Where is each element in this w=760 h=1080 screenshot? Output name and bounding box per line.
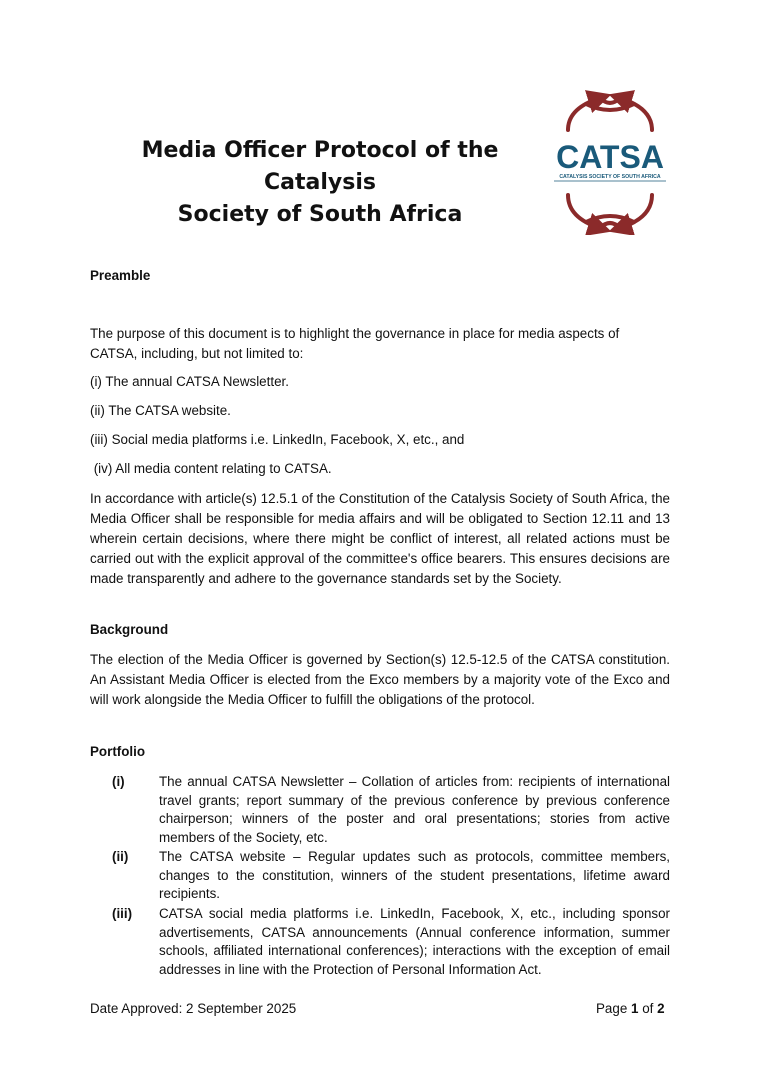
page-of: of	[642, 1001, 654, 1016]
background-text: The election of the Media Officer is governed by Section(s) 12.5-12.5 of the CATSA constitution. An Assistant Media Officer is elected from the Exco members by a majority vote of the Exco and will work alongside the Media Officer to fulfill the obligations of the protocol.	[90, 652, 670, 707]
preamble-item: (iv) All media content relating to CATSA.	[90, 461, 332, 476]
date-approved: Date Approved: 2 September 2025	[90, 1001, 297, 1016]
page-total: 2	[657, 1001, 665, 1016]
page-number	[596, 1001, 665, 1016]
page-current: 1	[631, 1001, 639, 1016]
document-title-line-2: Society of South Africa	[177, 202, 463, 227]
portfolio-item-number: (ii)	[112, 849, 129, 864]
portfolio-item-text: The CATSA website – Regular updates such as protocols, committee members, changes to the constitution, winners of the student presentations, lifetime award recipients.	[159, 849, 670, 901]
preamble-item: (ii) The CATSA website.	[90, 403, 231, 418]
preamble-intro: The purpose of this document is to highlight the governance in place for media aspects of CATSA, including, but not limited to:	[90, 326, 620, 361]
document-title-line-1: Media Officer Protocol of the Catalysis	[141, 138, 499, 195]
portfolio-heading: Portfolio	[90, 744, 146, 759]
catsa-logo	[546, 90, 674, 235]
logo-tagline: CATALYSIS SOCIETY OF SOUTH AFRICA	[559, 174, 661, 180]
portfolio-item-number: (iii)	[112, 906, 133, 921]
preamble-heading: Preamble	[90, 268, 151, 283]
document-title	[90, 135, 550, 231]
preamble-closing: In accordance with article(s) 12.5.1 of the Constitution of the Catalysis Society of South Africa, the Media Officer shall be responsible for media affairs and will be obligated to Section 12.11 and 13 wherein certain decisions, where there might be conflict of interest, all related actions must be carried out with the explicit approval of the committee's office bearers. This ensures decisions are made transparently and adhere to the governance standards set by the Society.	[90, 491, 670, 586]
portfolio-item-text: CATSA social media platforms i.e. LinkedIn, Facebook, X, etc., including sponsor advertisements, CATSA announcements (Annual conference information, summer schools, affiliated international conferences); interactions with the exception of email addresses in line with the Protection of Personal Information Act.	[159, 906, 670, 977]
portfolio-item-number: (i)	[112, 774, 125, 789]
preamble-item: (i) The annual CATSA Newsletter.	[90, 374, 289, 389]
logo-wordmark: CATSA	[556, 139, 664, 175]
page-word: Page	[596, 1001, 628, 1016]
background-heading: Background	[90, 622, 169, 637]
portfolio-item-text: The annual CATSA Newsletter – Collation of articles from: recipients of international travel grants; report summary of the previous conference by previous conference chairperson; winners of the poster and oral presentations; stories from active members of the Society, etc.	[159, 774, 670, 845]
preamble-item: (iii) Social media platforms i.e. LinkedIn, Facebook, X, etc., and	[90, 432, 465, 447]
